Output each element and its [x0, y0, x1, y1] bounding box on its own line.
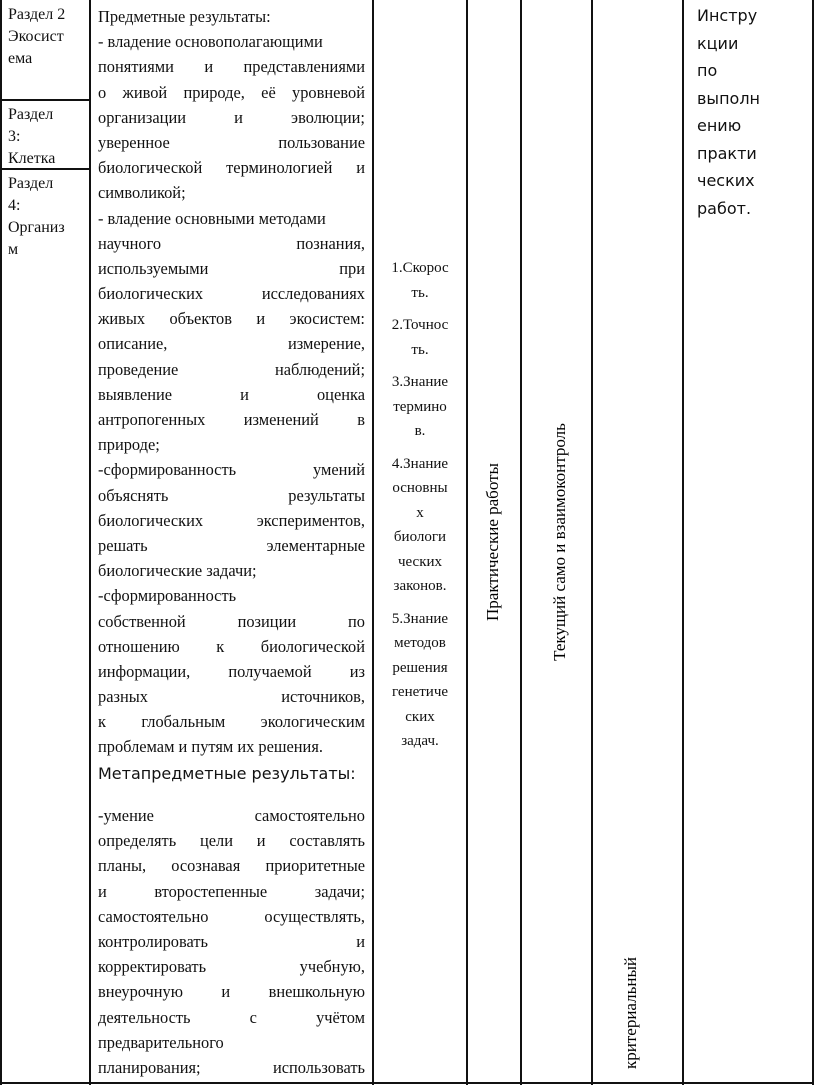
- instructions-line: практи: [697, 143, 757, 163]
- text-line: корректировать учебную,: [98, 957, 365, 977]
- text-line: антропогенных изменений в: [98, 410, 365, 429]
- section-line: Экосист: [8, 28, 64, 45]
- text-line: предварительного: [98, 1032, 224, 1052]
- text-line: научного познания,: [98, 233, 365, 253]
- section-line: 3:: [8, 128, 21, 145]
- text-line: определять цели и составлять: [98, 831, 365, 851]
- instructions-line: выполн: [697, 88, 760, 108]
- column-divider: [466, 0, 468, 1085]
- text-line: и второстепенные задачи;: [98, 881, 365, 901]
- criterion-line: 3.Знание: [391, 374, 449, 390]
- instructions: [697, 2, 809, 222]
- instructions-line: ческих: [697, 171, 755, 190]
- control-type-label: Текущий само и взаимоконтроль: [550, 423, 569, 661]
- text-line: природе;: [98, 435, 160, 455]
- criterion-line: основны: [392, 480, 448, 496]
- criterion-line: методов: [394, 635, 446, 651]
- criterion-item: [376, 452, 464, 599]
- table-border-right: [812, 0, 814, 1085]
- section-line: м: [8, 241, 19, 258]
- metasubject-results: [98, 803, 365, 1080]
- criterion-item: [376, 607, 464, 754]
- criterion-line: ских: [405, 708, 435, 725]
- instructions-line: Инстру: [697, 6, 758, 25]
- text-line: самостоятельно осуществлять,: [98, 906, 365, 926]
- instructions-line: кции: [697, 33, 739, 53]
- text-line: - владение основополагающими: [98, 32, 323, 52]
- text-line: о живой природе, её уровневой: [98, 82, 365, 102]
- text-line: -сформированность: [98, 586, 237, 606]
- criterion-line: решения: [392, 659, 448, 676]
- section-line: 4:: [8, 197, 21, 214]
- text-line: Предметные результаты:: [98, 7, 271, 26]
- metasubject-heading: Метапредметные результаты:: [98, 764, 356, 783]
- text-line: уверенное пользование: [98, 132, 365, 152]
- row-divider: [0, 99, 90, 101]
- criterion-line: ческих: [397, 553, 443, 570]
- evaluation-label: критериальный: [621, 957, 640, 1069]
- text-line: решать элементарные: [98, 535, 365, 555]
- text-line: планирования; использовать: [98, 1057, 365, 1077]
- section-organism: [8, 173, 88, 261]
- column-divider: [591, 0, 593, 1085]
- column-divider: [682, 0, 684, 1085]
- criterion-item: [376, 256, 464, 305]
- text-line: собственной позиции по: [98, 611, 365, 631]
- criteria-list: [376, 256, 464, 762]
- text-line: биологические задачи;: [98, 561, 257, 581]
- column-divider: [89, 0, 91, 1085]
- criterion-line: х: [416, 504, 424, 521]
- text-line: внеурочную и внешкольную: [98, 982, 365, 1002]
- text-line: планы, осознавая приоритетные: [98, 856, 365, 876]
- subject-results: [98, 4, 365, 760]
- criterion-line: 2.Точнос: [391, 317, 449, 333]
- text-line: выявление и оценка: [98, 384, 365, 404]
- text-line: проведение наблюдений;: [98, 359, 365, 379]
- text-line: -умение самостоятельно: [98, 806, 365, 825]
- section-ecosystem: [8, 4, 88, 70]
- text-line: понятиями и представлениями: [98, 57, 365, 77]
- section-line: Клетка: [8, 150, 56, 167]
- text-line: информации, получаемой из: [98, 661, 365, 681]
- text-line: отношению к биологической: [98, 636, 365, 656]
- criterion-line: задач.: [401, 733, 439, 749]
- text-line: -сформированность умений: [98, 460, 365, 480]
- text-line: живых объектов и экосистем:: [98, 309, 365, 329]
- text-line: биологической терминологией и: [98, 158, 365, 178]
- column-divider: [372, 0, 374, 1085]
- table-border-bottom: [0, 1082, 814, 1084]
- criterion-line: биологи: [393, 529, 447, 545]
- text-line: проблемам и путям их решения.: [98, 737, 323, 757]
- instructions-line: по: [697, 61, 718, 80]
- criterion-line: ть.: [411, 284, 429, 301]
- section-line: Раздел: [8, 175, 54, 192]
- text-line: биологических исследованиях: [98, 284, 365, 304]
- section-line: Раздел: [8, 106, 54, 123]
- text-line: объяснять результаты: [98, 485, 365, 505]
- criterion-line: 1.Скорос: [391, 260, 449, 276]
- criterion-line: 5.Знание: [391, 610, 449, 627]
- section-line: Раздел 2: [8, 6, 66, 23]
- text-line: контролировать и: [98, 931, 365, 951]
- section-line: Организ: [8, 219, 65, 236]
- criterion-line: генетиче: [391, 684, 449, 700]
- text-line: описание, измерение,: [98, 334, 365, 354]
- text-line: разных источников,: [98, 687, 365, 707]
- table-border-left: [0, 0, 2, 1085]
- instructions-line: ению: [697, 116, 742, 135]
- form-label: Практические работы: [483, 463, 502, 621]
- criterion-line: законов.: [393, 578, 447, 594]
- text-line: символикой;: [98, 183, 186, 203]
- instructions-line: работ.: [697, 198, 752, 218]
- criterion-line: термино: [393, 398, 447, 415]
- criterion-item: [376, 313, 464, 362]
- criterion-line: ть.: [411, 341, 429, 358]
- criterion-line: 4.Знание: [391, 455, 449, 472]
- section-cell: [8, 104, 88, 170]
- text-line: используемыми при: [98, 258, 365, 278]
- criterion-line: в.: [414, 423, 426, 439]
- column-divider: [520, 0, 522, 1085]
- text-line: биологических экспериментов,: [98, 510, 365, 530]
- criterion-item: [376, 370, 464, 444]
- text-line: деятельность с учётом: [98, 1007, 365, 1027]
- text-line: организации и эволюции;: [98, 107, 365, 127]
- text-line: - владение основными методами: [98, 208, 326, 228]
- text-line: к глобальным экологическим: [98, 712, 365, 732]
- section-line: ема: [8, 50, 33, 67]
